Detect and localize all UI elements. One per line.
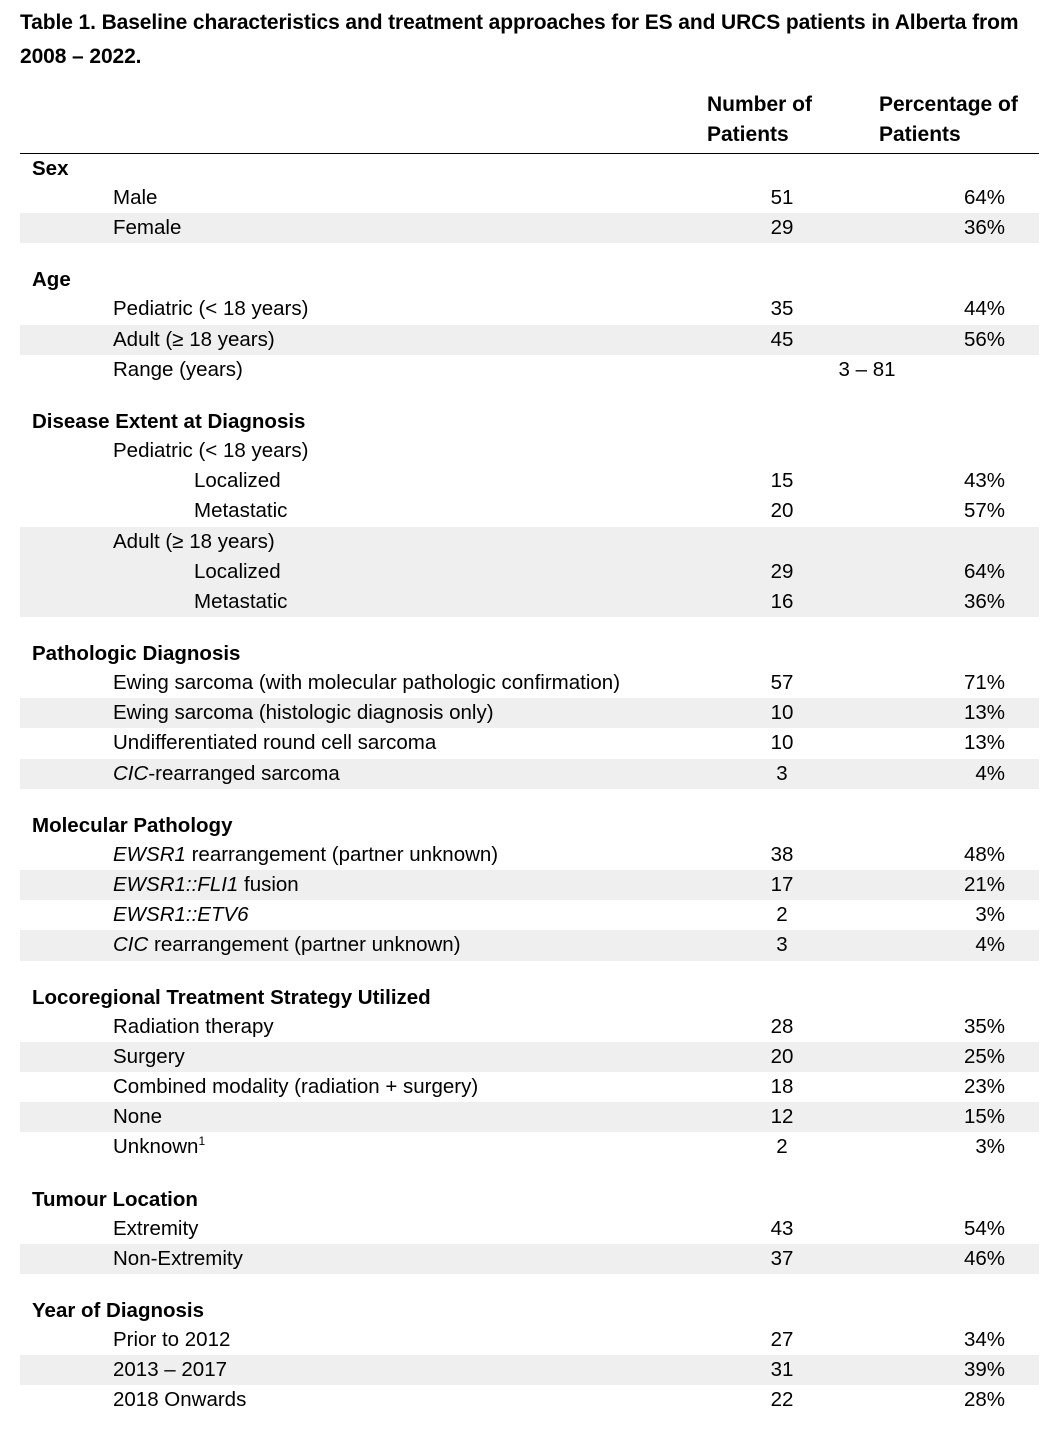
table-row [20, 728, 1039, 758]
table-row [20, 294, 1039, 324]
row-label [194, 587, 287, 617]
table-row [20, 183, 1039, 213]
patient-count: 16 [770, 589, 794, 613]
section-heading: Locoregional Treatment Strategy Utilized [32, 985, 431, 1009]
patient-percentage: 46% [963, 1246, 1005, 1270]
section-spacer [20, 789, 1039, 811]
table-row [20, 930, 1039, 960]
row-label [113, 1102, 162, 1132]
patient-percentage: 39% [963, 1358, 1005, 1382]
row-label-text: Ewing sarcoma (histologic diagnosis only) [113, 701, 494, 725]
patient-count: 20 [770, 1044, 794, 1068]
section-heading: Year of Diagnosis [32, 1298, 205, 1322]
patient-count: 10 [770, 731, 794, 755]
column-header-percentage-line1: Percentage of [879, 93, 1018, 116]
column-header-number-line1: Number of [707, 93, 812, 116]
row-label-italic: EWSR1::ETV6 [113, 903, 249, 927]
section-heading-row [20, 154, 1039, 183]
table-row [20, 1385, 1039, 1415]
patient-count: 57 [770, 671, 794, 695]
row-label-text: Metastatic [194, 589, 288, 613]
patient-percentage: 54% [963, 1216, 1005, 1240]
table-row [20, 355, 1039, 385]
footnote-marker: 1 [198, 1134, 206, 1149]
row-label [113, 1355, 227, 1385]
table-row [20, 840, 1039, 870]
section-spacer [20, 1163, 1039, 1185]
row-label [113, 527, 275, 557]
patient-count: 35 [770, 297, 794, 321]
row-label-text: Localized [194, 559, 281, 583]
patient-percentage: 36% [963, 216, 1005, 240]
row-label [113, 183, 157, 213]
patient-count: 27 [770, 1327, 794, 1351]
row-label [113, 1325, 230, 1355]
row-label [113, 294, 308, 324]
patient-count: 2 [776, 903, 788, 927]
row-label-text: rearrangement (partner unknown) [148, 933, 461, 957]
table-row [20, 1325, 1039, 1355]
column-header-percentage-of-patients [879, 90, 1018, 150]
row-label-text: fusion [238, 873, 299, 896]
table-row [20, 698, 1039, 728]
patient-count: 2 [776, 1135, 788, 1159]
patient-count: 18 [770, 1074, 794, 1098]
table-title: Table 1. Baseline characteristics and treatment approaches for ES and URCS patients in Alberta from 2008 – 2022. [20, 11, 1019, 68]
patient-percentage: 64% [963, 559, 1005, 583]
patient-count: 45 [770, 327, 794, 351]
patient-percentage: 23% [963, 1074, 1005, 1098]
row-label [113, 668, 620, 698]
section-spacer [20, 617, 1039, 639]
row-label [113, 759, 340, 789]
patient-percentage: 43% [963, 469, 1005, 493]
patient-percentage: 13% [963, 731, 1005, 755]
row-label-text: Metastatic [194, 499, 288, 523]
section-heading-row [20, 639, 1039, 668]
range-value: 3 – 81 [838, 357, 896, 381]
section-spacer [20, 243, 1039, 265]
row-label-italic: CIC [113, 933, 149, 957]
patient-count: 29 [770, 216, 794, 240]
row-label-text: Undifferentiated round cell sarcoma [113, 731, 437, 755]
table-row [20, 436, 1039, 466]
table-row [20, 1102, 1039, 1132]
patient-percentage: 4% [975, 933, 1005, 957]
patient-count: 15 [770, 469, 794, 493]
row-label [194, 466, 281, 496]
patient-percentage: 4% [975, 761, 1005, 785]
section-heading-row [20, 1296, 1039, 1325]
table-row [20, 1132, 1039, 1162]
section-spacer [20, 961, 1039, 983]
patient-count: 17 [770, 873, 794, 896]
patient-percentage: 3% [975, 1135, 1005, 1159]
column-header-number-of-patients [707, 90, 812, 150]
patient-count: 29 [770, 559, 794, 583]
row-label [194, 496, 287, 526]
patient-percentage: 15% [963, 1105, 1005, 1129]
row-label-text: 2018 Onwards [113, 1388, 247, 1412]
row-label [113, 436, 308, 466]
patient-count: 22 [770, 1388, 794, 1412]
row-label [194, 557, 281, 587]
row-label-text: Extremity [113, 1216, 199, 1240]
patient-count: 51 [770, 186, 794, 209]
row-label-text: None [113, 1105, 163, 1129]
patient-percentage: 64% [963, 186, 1005, 209]
row-label [113, 1012, 274, 1042]
row-label-italic: CIC [113, 761, 149, 785]
row-label-text: Unknown [113, 1135, 199, 1159]
patient-count: 10 [770, 701, 794, 725]
table-row [20, 496, 1039, 526]
row-label [113, 698, 494, 728]
row-label-text: Radiation therapy [113, 1014, 274, 1038]
section-spacer [20, 1274, 1039, 1296]
section-heading: Disease Extent at Diagnosis [32, 409, 306, 433]
row-label-text: -rearranged sarcoma [148, 761, 340, 785]
section-heading-row [20, 265, 1039, 294]
patient-percentage: 56% [963, 327, 1005, 351]
row-label-text: rearrangement (partner unknown) [185, 842, 499, 866]
table-row [20, 1012, 1039, 1042]
row-label-text: 2013 – 2017 [113, 1358, 228, 1382]
row-label-text: Male [113, 186, 158, 209]
column-header-percentage-line2: Patients [879, 123, 961, 146]
patient-percentage: 48% [963, 842, 1005, 866]
patient-count: 37 [770, 1246, 794, 1270]
section-heading: Molecular Pathology [32, 813, 233, 837]
patient-count: 31 [770, 1358, 794, 1382]
table-row [20, 1042, 1039, 1072]
table-row [20, 1355, 1039, 1385]
row-label-text: Range (years) [113, 357, 243, 381]
patient-count: 20 [770, 499, 794, 523]
row-label [113, 1042, 185, 1072]
row-label-text: Adult (≥ 18 years) [113, 327, 275, 351]
table-row [20, 1214, 1039, 1244]
column-header-number-line2: Patients [707, 123, 789, 146]
patient-percentage: 34% [963, 1327, 1005, 1351]
section-heading-row [20, 1185, 1039, 1214]
patient-percentage: 13% [963, 701, 1005, 725]
row-label [113, 1244, 243, 1274]
patient-percentage: 3% [975, 903, 1005, 927]
table-row [20, 759, 1039, 789]
row-label-text: Prior to 2012 [113, 1327, 231, 1351]
table-row [20, 1244, 1039, 1274]
row-label [113, 728, 436, 758]
row-label [113, 1214, 198, 1244]
section-heading-row [20, 407, 1039, 436]
row-label [113, 1385, 246, 1415]
table-row [20, 1072, 1039, 1102]
patient-percentage: 57% [963, 499, 1005, 523]
patient-percentage: 44% [963, 297, 1005, 321]
row-label-italic: EWSR1 [113, 842, 186, 866]
row-label [113, 355, 243, 385]
patient-count: 43 [770, 1216, 794, 1240]
row-label [113, 213, 181, 243]
row-label [113, 1072, 478, 1102]
row-label [113, 1132, 205, 1162]
patient-percentage: 28% [963, 1388, 1005, 1412]
table-row [20, 587, 1039, 617]
table-row [20, 325, 1039, 355]
table-body [20, 154, 1039, 1415]
row-label-text: Pediatric (< 18 years) [113, 438, 309, 462]
row-label [113, 930, 461, 960]
row-label-text: Combined modality (radiation + surgery) [113, 1074, 479, 1098]
row-label [113, 840, 498, 870]
table-row [20, 466, 1039, 496]
patient-count: 38 [770, 842, 794, 866]
section-heading: Tumour Location [32, 1187, 198, 1211]
table-row [20, 213, 1039, 243]
section-heading-row [20, 983, 1039, 1012]
patient-percentage: 71% [963, 671, 1005, 695]
table-row [20, 527, 1039, 557]
section-heading-row [20, 811, 1039, 840]
row-label-text: Adult (≥ 18 years) [113, 529, 275, 553]
patient-percentage: 36% [963, 589, 1005, 613]
section-heading: Pathologic Diagnosis [32, 642, 241, 666]
patient-count: 3 [776, 761, 788, 785]
table-row [20, 668, 1039, 698]
row-label-text: Non-Extremity [113, 1246, 243, 1270]
row-label [113, 900, 249, 930]
row-label-text: Localized [194, 469, 281, 493]
section-heading: Sex [32, 157, 69, 180]
row-label [113, 325, 275, 355]
patient-count: 3 [776, 933, 788, 957]
patient-percentage: 25% [963, 1044, 1005, 1068]
patient-percentage: 21% [963, 873, 1005, 896]
table-row [20, 870, 1039, 900]
section-heading: Age [32, 268, 71, 292]
patient-count: 28 [770, 1014, 794, 1038]
patient-count: 12 [770, 1105, 794, 1129]
row-label-italic: EWSR1::FLI1 [113, 873, 239, 896]
row-label-text: Female [113, 216, 182, 240]
row-label [113, 870, 299, 900]
table-row [20, 557, 1039, 587]
row-label-text: Ewing sarcoma (with molecular pathologic confirmation) [113, 671, 621, 695]
table-row [20, 900, 1039, 930]
patient-percentage: 35% [963, 1014, 1005, 1038]
section-spacer [20, 385, 1039, 407]
row-label-text: Pediatric (< 18 years) [113, 297, 309, 321]
row-label-text: Surgery [113, 1044, 185, 1068]
